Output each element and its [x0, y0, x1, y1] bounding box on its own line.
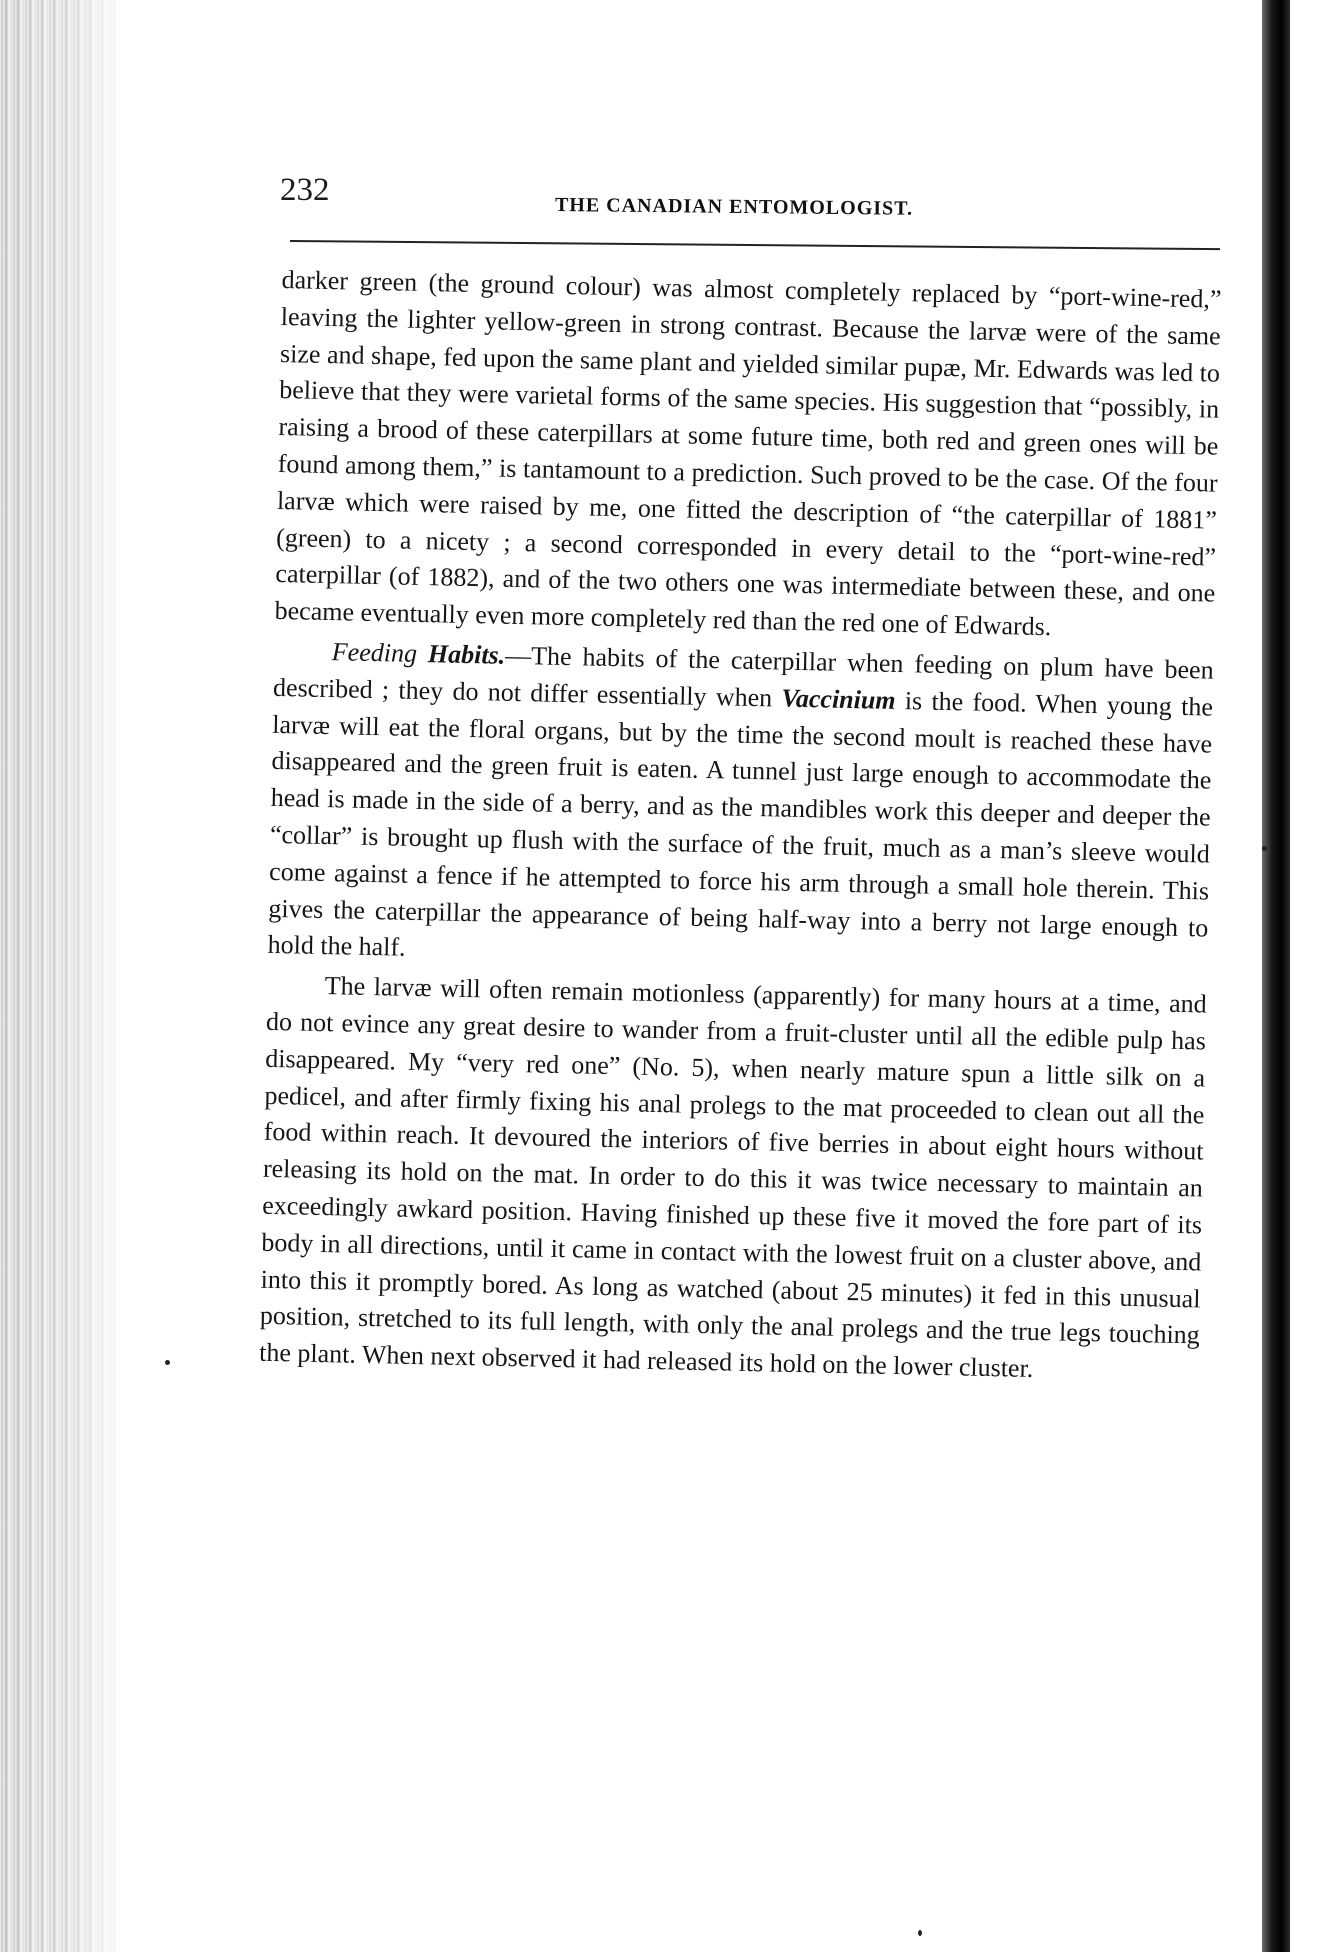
header-rule	[290, 240, 1220, 250]
page-number: 232	[280, 172, 330, 208]
ink-speck	[165, 1360, 170, 1365]
running-title: THE CANADIAN ENTOMOLOGIST.	[554, 194, 914, 220]
page-header	[280, 172, 1230, 232]
paragraph-text: —The habits of the caterpillar when feeding on plum have been described ; they do not differ essentially when	[272, 640, 1214, 713]
page-edge-shading	[0, 0, 118, 1952]
right-margin	[1290, 0, 1328, 1952]
paragraph-feeding-habits	[267, 633, 1214, 984]
ink-speck	[918, 1930, 922, 1936]
paragraph-text: is the food. When young the larvæ will eat the floral organs, but by the time the second moult is reached these have disappeared and the green fruit is eaten. A tunnel just large enough to accommodate the head is made in the side of a berry, and as the mandibles work this deeper and deeper the “collar” is brought up flush with the surface of the fruit, much as a man’s sleeve would come against a fence if he attempted to force his arm through a small hole therein. This gives the caterpillar the appearance of being half-way into a berry not large enough to hold the half.	[267, 685, 1214, 963]
sidehead-word-bold: Habits.	[427, 639, 506, 670]
body-text	[259, 262, 1222, 1391]
paragraph-continuation: darker green (the ground colour) was almost completely replaced by “port-wine-red,” leaving the lighter yellow-green in strong contrast. Because the larvæ were of the same size and shape, fed upon the same plant and yielded similar pupæ, Mr. Edwards was led to believe that they were varietal forms of the same species. His suggestion that “possibly, in raising a brood of these caterpillars at some future time, both red and green ones will be found among them,” is tantamount to a prediction. Such proved to be the case. Of the four larvæ which were raised by me, one fitted the description of “the caterpillar of 1881” (green) to a nicety ; a second corresponded in every detail to the “port-wine-red” caterpillar (of 1882), and of the two others one was intermediate between these, and one became eventually even more completely red than the red one of Edwards.	[274, 264, 1222, 642]
sidehead	[332, 637, 506, 670]
genus-name: Vaccinium	[781, 683, 896, 715]
binding-shadow	[1262, 0, 1290, 1952]
paragraph-larvae-behaviour: The larvæ will often remain motionless (apparently) for many hours at a time, and do not evince any great desire to wander from a fruit-cluster until all the edible pulp has disappeared. My “very red one” (No. 5), when nearly mature spun a little silk on a pedicel, and after firmly fixing his anal prolegs to the mat proceeded to clean out all the food within reach. It devoured the interiors of five berries in about eight hours without releasing its hold on the mat. In order to do this it was twice necessary to maintain an exceedingly awkard position. Having finished up these five it moved the fore part of its body in all directions, until it came in contact with the lowest fruit on a cluster above, and into this it promptly bored. As long as watched (about 25 minutes) it fed in this unusual position, stretched to its full length, with only the anal prolegs and the true legs touching the plant. When next observed it had released its hold on the lower cluster.	[258, 971, 1207, 1384]
sidehead-word: Feeding	[331, 637, 418, 668]
ink-speck	[1262, 846, 1267, 851]
